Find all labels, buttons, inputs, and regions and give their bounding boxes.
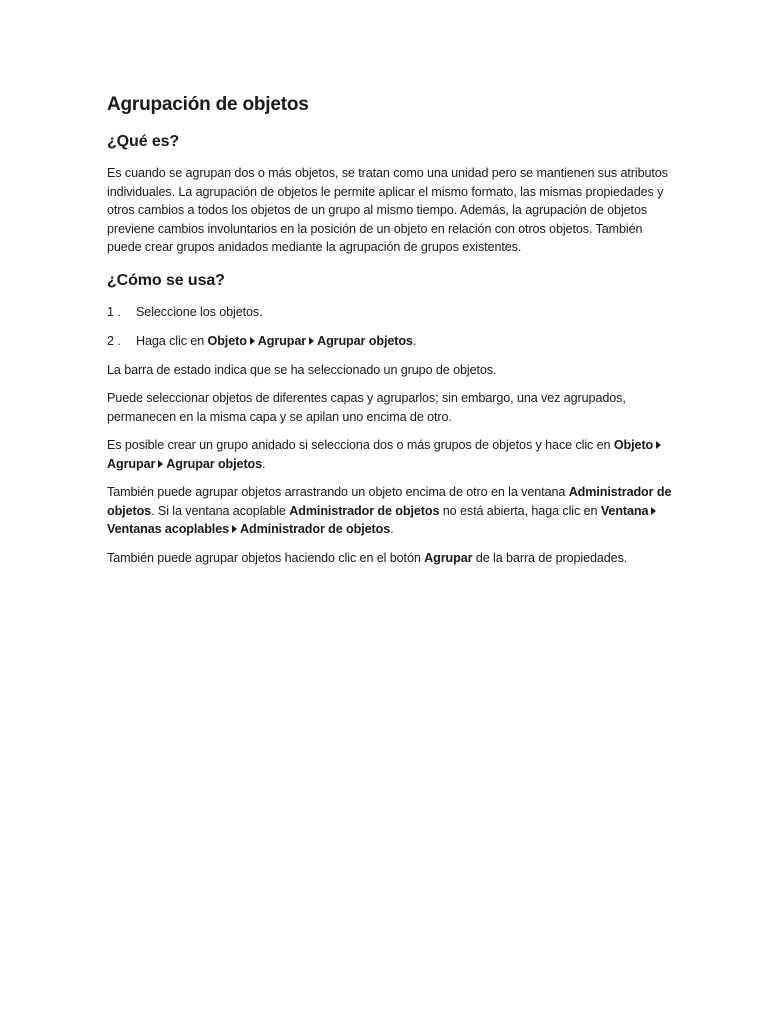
section-heading-que-es: ¿Qué es? — [107, 133, 180, 150]
menu-path-agrupar-objetos: Agrupar objetos — [317, 333, 413, 348]
definition-paragraph: Es cuando se agrupan dos o más objetos, se tratan como una unidad pero se mantienen sus atributos individuales. La agrupación de objetos le permite aplicar el mismo formato, las mismas propiedades y otros cambios a todos los objetos de un grupo al mismo tiempo. Además, la agrupación de objetos previene cambios involuntarios en la posición de un objeto en relación con otros objetos. También puede crear grupos anidados mediante la agrupación de grupos existentes. — [107, 166, 668, 254]
step-1 — [107, 303, 677, 322]
step-suffix: . — [412, 333, 417, 348]
menu-path-ventanas-acoplables: Ventanas acoplables — [107, 522, 229, 536]
menu-path-objeto: Objeto — [207, 333, 247, 348]
step-prefix: Haga clic en — [136, 333, 208, 348]
text-run: También puede agrupar objetos arrastrando un objeto encima de otro en la ventana — [107, 485, 569, 499]
text-run: no está abierta, haga clic en — [439, 503, 601, 518]
text-run: Es posible crear un grupo anidado si selecciona dos o más grupos de objetos y hace clic en — [107, 438, 614, 452]
layers-paragraph: Puede seleccionar objetos de diferentes capas y agruparlos; sin embargo, una vez agrupados, permanecen en la misma capa y se apilan uno encima de otro. — [107, 391, 626, 424]
step-number: 2 . — [107, 333, 121, 348]
menu-path-administrador-de-objetos: Administrador de objetos — [240, 522, 391, 536]
step-2 — [107, 332, 677, 351]
menu-path-objeto: Objeto — [613, 438, 654, 452]
menu-path-agrupar: Agrupar — [257, 333, 307, 348]
steps-list — [107, 303, 677, 351]
menu-arrow-icon — [309, 337, 314, 345]
menu-path-ventana: Ventana — [600, 503, 649, 518]
document-page — [107, 93, 677, 577]
step-text: Seleccione los objetos. — [136, 304, 263, 319]
status-bar-paragraph: La barra de estado indica que se ha seleccionado un grupo de objetos. — [107, 362, 497, 377]
text-run: . — [390, 522, 394, 536]
text-run: . Si la ventana acoplable — [151, 503, 290, 518]
drag-paragraph — [107, 483, 677, 539]
menu-path-agrupar-objetos: Agrupar objetos — [166, 456, 263, 471]
text-run: de la barra de propiedades. — [472, 550, 628, 565]
menu-arrow-icon — [656, 441, 661, 449]
page-title: Agrupación de objetos — [107, 94, 309, 115]
bold-term: Administrador de objetos — [289, 503, 440, 518]
bold-term: Agrupar — [424, 550, 473, 565]
menu-arrow-icon — [232, 525, 237, 533]
step-text — [136, 332, 416, 351]
step-number: 1 . — [107, 304, 121, 319]
property-bar-paragraph — [107, 549, 677, 568]
menu-arrow-icon — [651, 507, 656, 515]
nested-group-paragraph — [107, 436, 677, 473]
menu-arrow-icon — [250, 337, 255, 345]
bold-term: Administrador de objetos — [107, 485, 672, 518]
text-run: También puede agrupar objetos haciendo clic en el botón — [107, 550, 425, 565]
menu-arrow-icon — [158, 460, 163, 468]
section-heading-como-se-usa: ¿Cómo se usa? — [107, 271, 225, 289]
menu-path-agrupar: Agrupar — [107, 456, 156, 471]
text-run: . — [262, 456, 266, 471]
